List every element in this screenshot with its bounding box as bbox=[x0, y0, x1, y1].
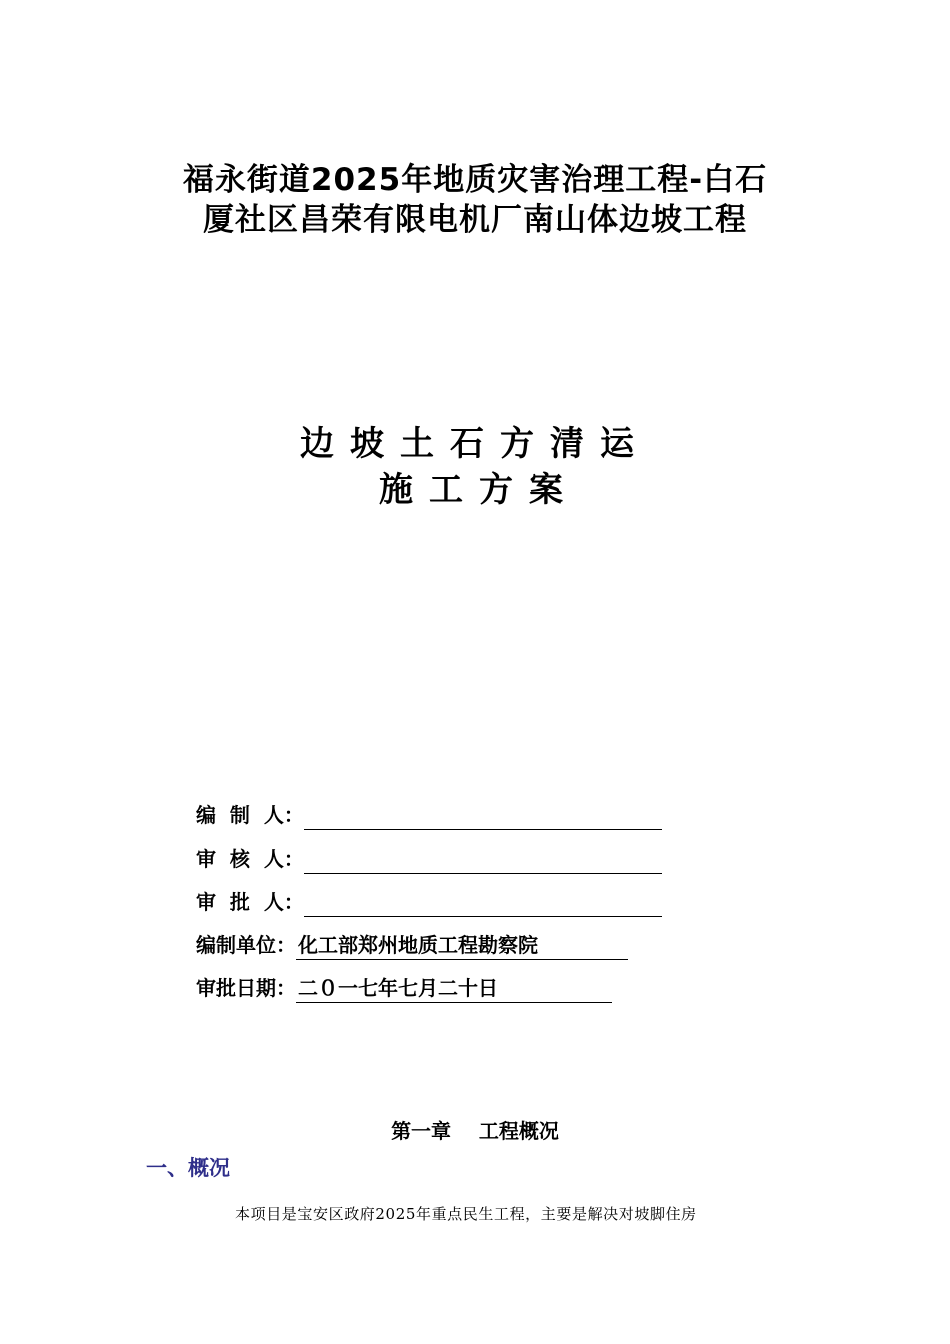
compiling-unit-label: 编制单位： bbox=[196, 933, 296, 957]
document-title-line-1: 边坡土石方清运 bbox=[300, 424, 650, 464]
body-paragraph: 本项目是宝安区政府2025年重点民生工程，主要是解决对坡脚住房 bbox=[235, 1205, 697, 1223]
compiler-field[interactable] bbox=[304, 801, 662, 830]
project-title-line-2: 厦社区昌荣有限电机厂南山体边坡工程 bbox=[203, 202, 747, 238]
compiling-unit-row bbox=[196, 926, 628, 960]
approval-date-label: 审批日期： bbox=[196, 976, 296, 1000]
reviewer-label: 审 核 人： bbox=[196, 847, 304, 871]
approver-label: 审 批 人： bbox=[196, 890, 304, 914]
section-heading: 一、概况 bbox=[146, 1156, 230, 1180]
reviewer-field[interactable] bbox=[304, 845, 662, 874]
compiler-row bbox=[196, 796, 662, 830]
document-title-line-2: 施工方案 bbox=[379, 470, 579, 510]
compiling-unit-field[interactable]: 化工部郑州地质工程勘察院 bbox=[296, 931, 628, 960]
approval-date-row bbox=[196, 969, 612, 1003]
reviewer-row bbox=[196, 840, 662, 874]
approver-row bbox=[196, 883, 662, 917]
project-title-line-1: 福永街道2025年地质灾害治理工程-白石 bbox=[182, 162, 768, 198]
compiler-label: 编 制 人： bbox=[196, 803, 304, 827]
approver-field[interactable] bbox=[304, 888, 662, 917]
approval-date-field[interactable]: 二０一七年七月二十日 bbox=[296, 974, 612, 1003]
chapter-heading: 第一章 工程概况 bbox=[391, 1119, 559, 1143]
